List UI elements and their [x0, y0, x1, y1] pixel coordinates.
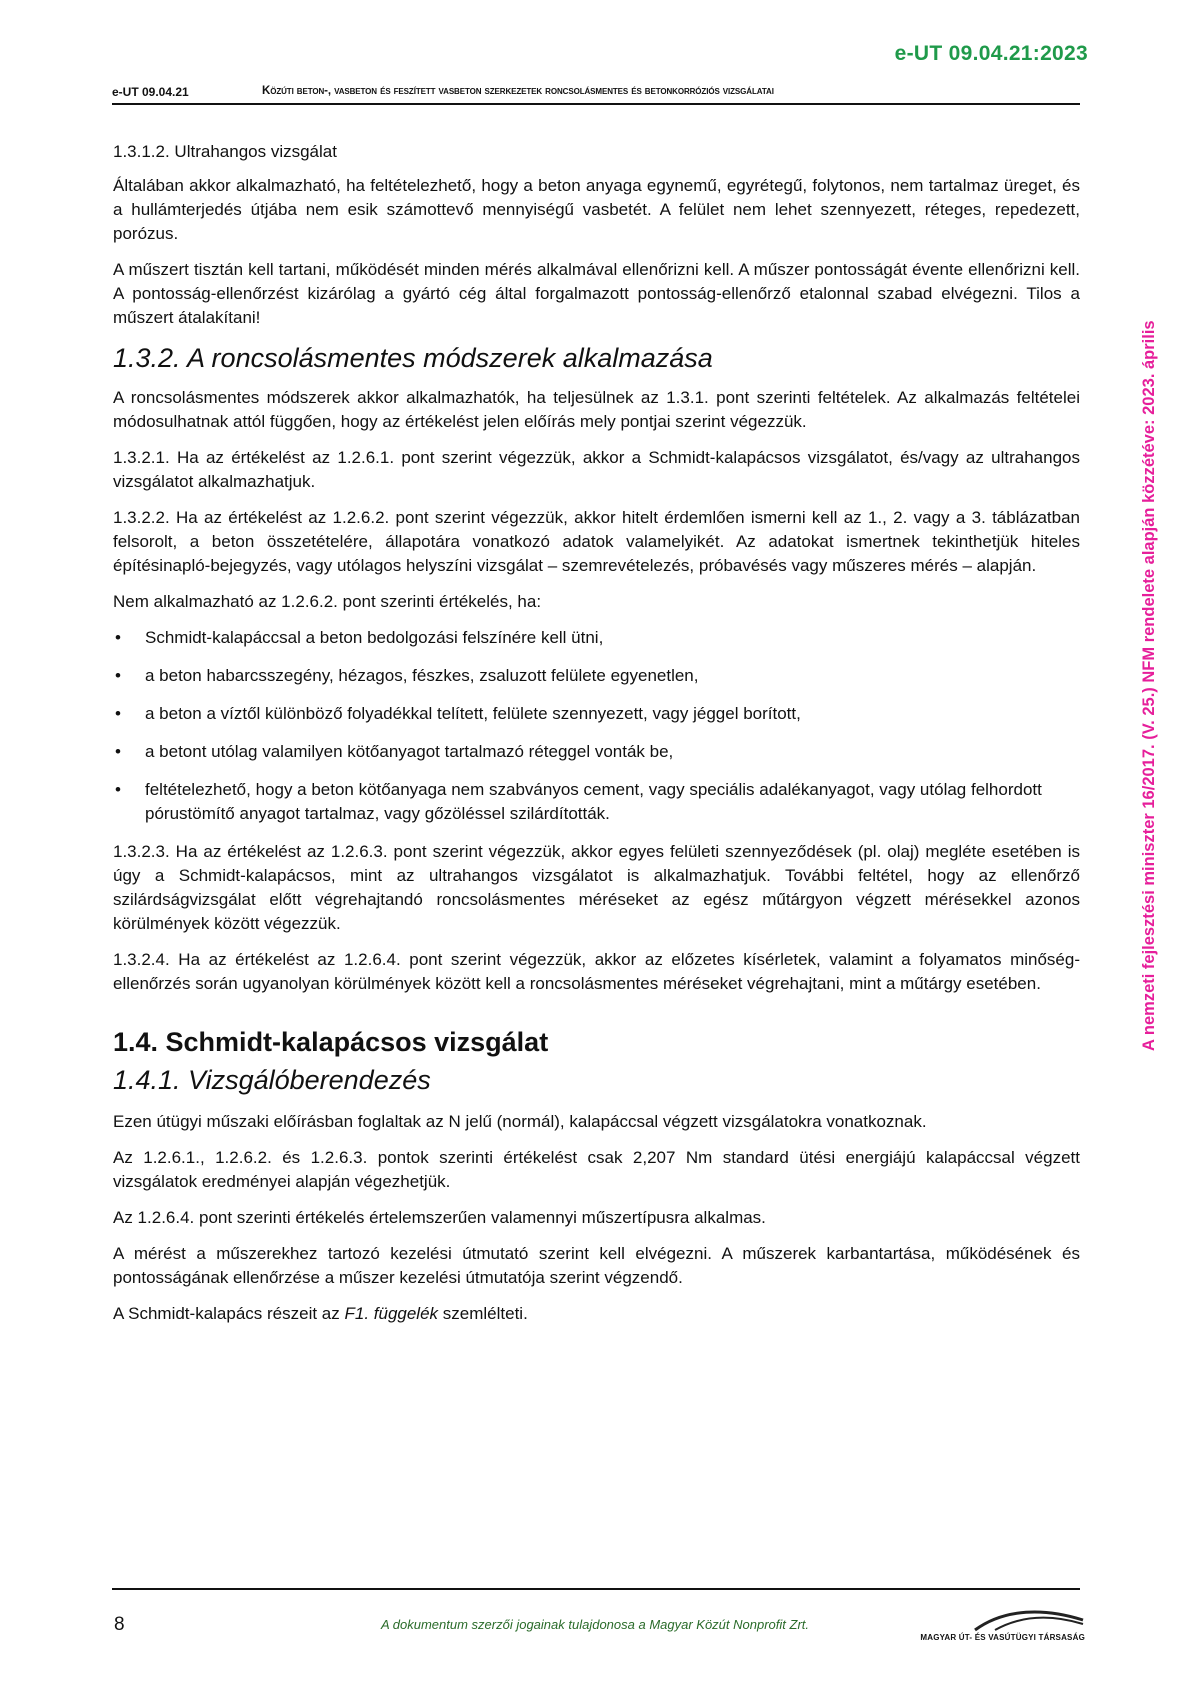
- section-1-3-1-2-title: 1.3.1.2. Ultrahangos vizsgálat: [113, 142, 337, 161]
- paragraph: 1.3.2.2. Ha az értékelést az 1.2.6.2. pont szerint végezzük, akkor hitelt érdemlően ismerni kell az 1., 2. vagy a 3. táblázatban felsorolt, a beton összetételére, állapotára vonatkozó adatok valamelyikét. Az adatokat ismertnek tekinthetjük hiteles építésinapló-bejegyzés, vagy utólagos helyszíni vizsgálat – szemrevételezés, próbavésés vagy műszeres mérés – alapján.: [113, 508, 1080, 575]
- list-item: • a betont utólag valamilyen kötőanyagot tartalmazó réteggel vonták be,: [113, 740, 1080, 764]
- paragraph: A mérést a műszerekhez tartozó kezelési útmutató szerint kell elvégezni. A műszerek karbantartása, működésének és pontosságának ellenőrzése a műszer kezelési útmutatója szerint végzendő.: [113, 1244, 1080, 1287]
- paragraph: 1.3.2.4. Ha az értékelést az 1.2.6.4. pont szerint végezzük, akkor az előzetes kísérletek, valamint a folyamatos minőség-ellenőrzés során ugyanolyan körülmények között kell a roncsolásmentes méréseket végrehajtani, mint a műtárgy esetében.: [113, 950, 1080, 993]
- list-item: • Schmidt-kalapáccsal a beton bedolgozási felszínére kell ütni,: [113, 626, 1080, 650]
- paragraph: Ezen útügyi műszaki előírásban foglaltak az N jelű (normál), kalapáccsal végzett vizsgálatokra vonatkoznak.: [113, 1112, 927, 1131]
- header-doc-title: Közúti beton-, vasbeton és feszített vasbeton szerkezetek roncsolásmentes és betonkorróziós vizsgálatai: [262, 85, 774, 97]
- logo-swoosh-icon: [935, 1606, 1085, 1632]
- section-1-4-1-title: 1.4.1. Vizsgálóberendezés: [113, 1065, 431, 1095]
- section-1-3-2-title: 1.3.2. A roncsolásmentes módszerek alkalmazása: [113, 343, 713, 373]
- footer-divider: [112, 1588, 1080, 1590]
- paragraph: A műszert tisztán kell tartani, működését minden mérés alkalmával ellenőrizni kell. A műszer pontosságát évente ellenőrizni kell. A pontosság-ellenőrzést kizárólag a gyártó cég által forgalmazott pontosság-ellenőrző etalonnal szabad elvégezni. Tilos a műszert átalakítani!: [113, 260, 1080, 327]
- paragraph: Általában akkor alkalmazható, ha feltételezhető, hogy a beton anyaga egynemű, egyrétegű, folytonos, nem tartalmaz üreget, és a hullámterjedés útjába nem esik számottevő mennyiségű vasbetét. A felület nem lehet szennyezett, réteges, repedezett, porózus.: [113, 176, 1080, 243]
- page-number: 8: [114, 1614, 125, 1635]
- paragraph: 1.3.2.3. Ha az értékelést az 1.2.6.3. pont szerint végezzük, akkor egyes felületi szennyeződések (pl. olaj) megléte esetében is úgy a Schmidt-kalapácsos, mint az ultrahangos vizsgálatot is alkalmazhatjuk. További feltétel, hogy az ellenőrző szilárdságvizsgálat előtt végrehajtandó roncsolásmentes méréseket az egész műtárgyon végzett mérésekkel azonos körülmények között végezzük.: [113, 842, 1080, 933]
- paragraph: Az 1.2.6.1., 1.2.6.2. és 1.2.6.3. pontok szerinti értékelést csak 2,207 Nm standard ütési energiájú kalapáccsal végzett vizsgálatok eredményei alapján végezhetjük.: [113, 1148, 1080, 1191]
- bullet-icon: •: [115, 704, 121, 723]
- running-header: [112, 85, 1080, 105]
- condition-list: [113, 626, 1080, 826]
- paragraph: A roncsolásmentes módszerek akkor alkalmazhatók, ha teljesülnek az 1.3.1. pont szerinti feltételek. Az alkalmazás feltételei módosulhatnak attól függően, hogy az értékelést jelen előírás mely pontjai szerint végezzük.: [113, 388, 1080, 431]
- paragraph: Az 1.2.6.4. pont szerinti értékelés értelemszerűen valamennyi műszertípusra alkalmas.: [113, 1208, 766, 1227]
- society-logo: [920, 1606, 1085, 1642]
- bullet-icon: •: [115, 666, 121, 685]
- list-item: • feltételezhető, hogy a beton kötőanyaga nem szabványos cement, vagy speciális adalékanyagot, vagy utólag felhordott pórustömítő anyagot tartalmaz, vagy gőzöléssel szilárdították.: [115, 780, 1042, 823]
- section-1-4-title: 1.4. Schmidt-kalapácsos vizsgálat: [113, 1027, 549, 1057]
- appendix-reference: F1. függelék: [344, 1304, 439, 1323]
- bullet-icon: •: [115, 742, 121, 761]
- list-item: • a beton a víztől különböző folyadékkal telített, felülete szennyezett, vagy jéggel borított,: [113, 702, 1080, 726]
- paragraph: Nem alkalmazható az 1.2.6.2. pont szerinti értékelés, ha:: [113, 592, 542, 611]
- paragraph: 1.3.2.1. Ha az értékelést az 1.2.6.1. pont szerint végezzük, akkor a Schmidt-kalapácsos vizsgálatot, és/vagy az ultrahangos vizsgálatot alkalmazhatjuk.: [113, 448, 1080, 491]
- bullet-icon: •: [115, 628, 121, 647]
- logo-text: MAGYAR ÚT- ÉS VASÚTÜGYI TÁRSASÁG: [920, 1633, 1085, 1642]
- page-content: [113, 140, 1080, 1338]
- paragraph: A Schmidt-kalapács részeit az F1. függelék szemlélteti.: [113, 1304, 528, 1323]
- side-publication-note: A nemzeti fejlesztési miniszter 16/2017. (V. 25.) NFM rendelete alapján közzétéve: 2023. április: [1140, 320, 1158, 1051]
- document-stamp: e-UT 09.04.21:2023: [894, 42, 1088, 65]
- header-doc-code: e-UT 09.04.21: [112, 85, 189, 99]
- list-item: • a beton habarcsszegény, hézagos, fészkes, zsaluzott felülete egyenetlen,: [113, 664, 1080, 688]
- bullet-icon: •: [115, 780, 121, 799]
- copyright-notice: A dokumentum szerzői jogainak tulajdonosa a Magyar Közút Nonprofit Zrt.: [380, 1617, 809, 1632]
